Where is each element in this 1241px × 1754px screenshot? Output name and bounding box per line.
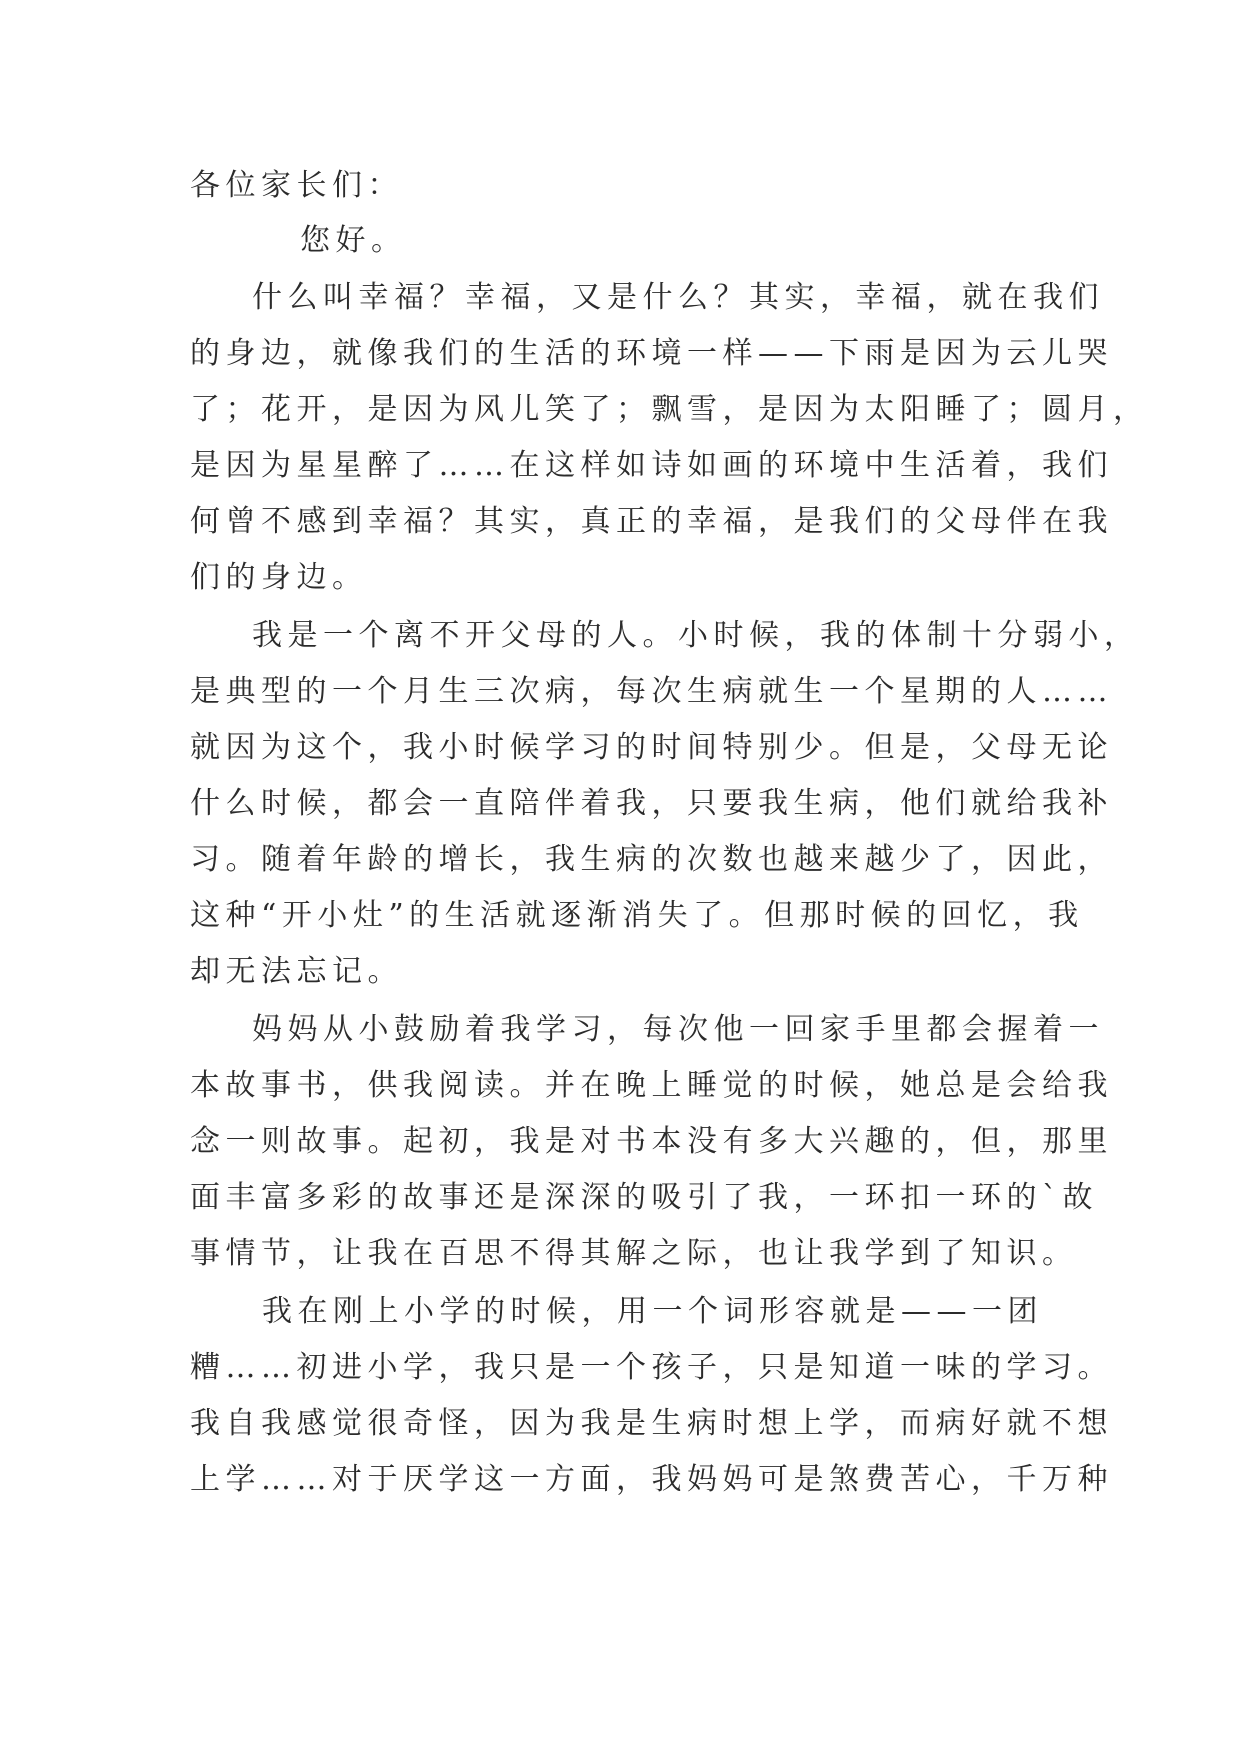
- text-line: 们的身边。: [190, 560, 368, 595]
- text-line: 念一则故事。起初，我是对书本没有多大兴趣的，但，那里: [190, 1124, 1113, 1159]
- text-line: 是因为星星醉了……在这样如诗如画的环境中生活着，我们: [190, 448, 1113, 483]
- text-line: 我在刚上小学的时候，用一个词形容就是——一团: [262, 1294, 1043, 1329]
- salutation: 各位家长们：: [190, 168, 403, 203]
- text-line: 了；花开，是因为风儿笑了；飘雪，是因为太阳睡了；圆月，: [190, 392, 1149, 427]
- text-line: 却无法忘记。: [190, 954, 403, 989]
- text-line: 这种“开小灶”的生活就逐渐消失了。但那时候的回忆，我: [190, 898, 1084, 933]
- text-line: 事情节，让我在百思不得其解之际，也让我学到了知识。: [190, 1236, 1078, 1271]
- text-line: 本故事书，供我阅读。并在晚上睡觉的时候，她总是会给我: [190, 1068, 1113, 1103]
- greeting: 您好。: [300, 223, 407, 258]
- text-line: 糟……初进小学，我只是一个孩子，只是知道一味的学习。: [190, 1350, 1113, 1385]
- text-line: 面丰富多彩的故事还是深深的吸引了我，一环扣一环的`故: [190, 1180, 1098, 1215]
- text-line: 是典型的一个月生三次病，每次生病就生一个星期的人……: [190, 674, 1113, 709]
- text-line: 的身边，就像我们的生活的环境一样——下雨是因为云儿哭: [190, 336, 1113, 371]
- text-line: 习。随着年龄的增长，我生病的次数也越来越少了，因此，: [190, 842, 1113, 877]
- text-line: 妈妈从小鼓励着我学习，每次他一回家手里都会握着一: [252, 1012, 1104, 1047]
- text-line: 何曾不感到幸福？其实，真正的幸福，是我们的父母伴在我: [190, 504, 1113, 539]
- text-line: 什么叫幸福？幸福，又是什么？其实，幸福，就在我们: [252, 280, 1104, 315]
- text-line: 上学……对于厌学这一方面，我妈妈可是煞费苦心，千万种: [190, 1462, 1113, 1497]
- text-line: 我自我感觉很奇怪，因为我是生病时想上学，而病好就不想: [190, 1406, 1113, 1441]
- text-line: 什么时候，都会一直陪伴着我，只要我生病，他们就给我补: [190, 786, 1113, 821]
- text-line: 我是一个离不开父母的人。小时候，我的体制十分弱小，: [252, 618, 1140, 653]
- text-line: 就因为这个，我小时候学习的时间特别少。但是，父母无论: [190, 730, 1113, 765]
